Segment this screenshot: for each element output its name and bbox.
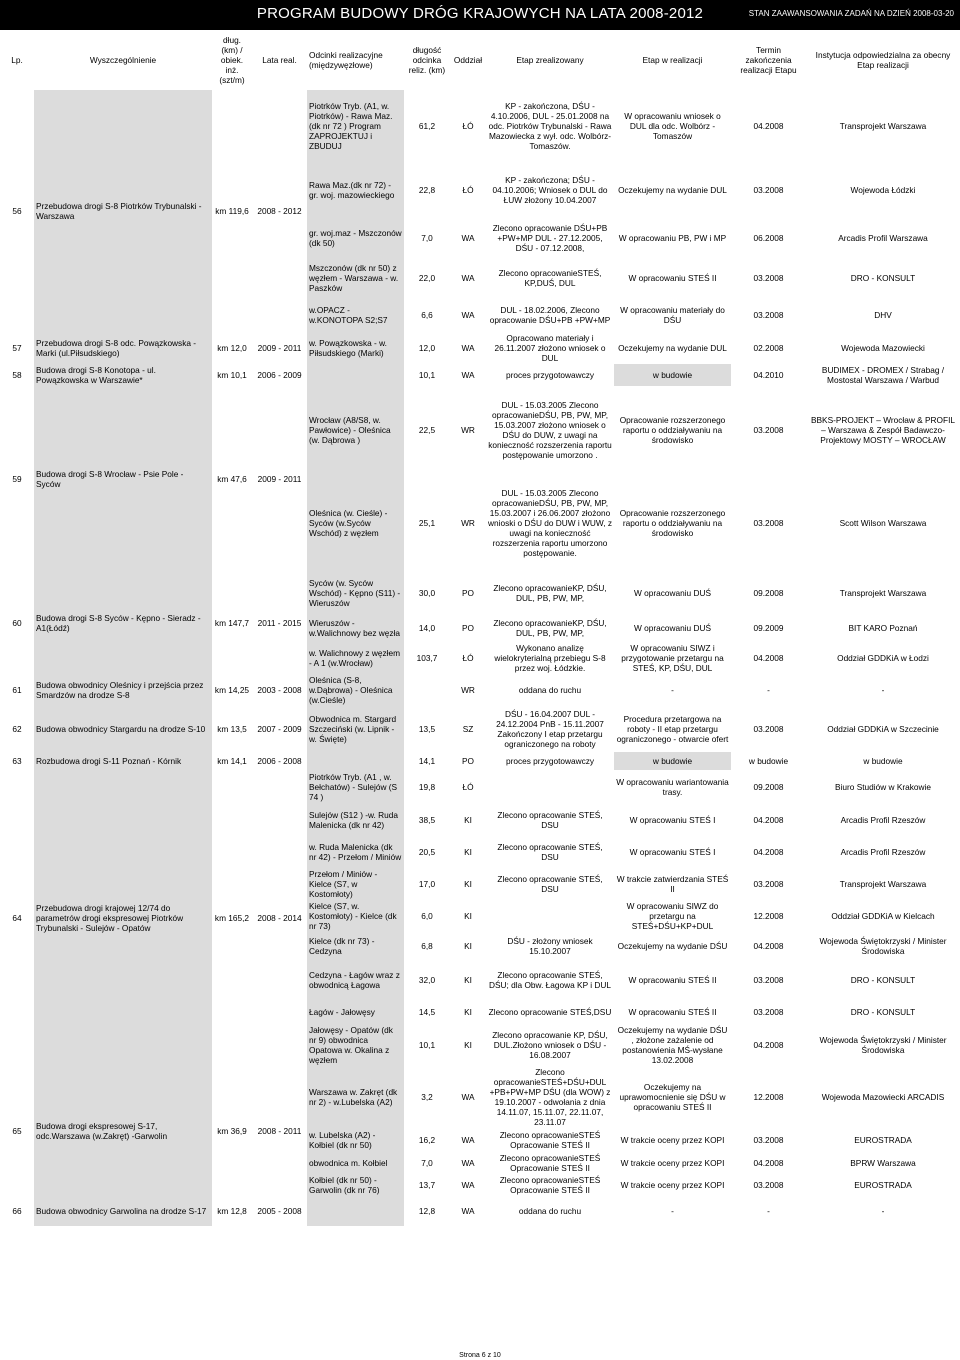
task-name: Budowa obwodnicy Oleśnicy i przejścia przez Smardzów na drodze S-8	[34, 674, 212, 706]
row-number: 66	[12, 1206, 22, 1216]
stage-in-progress: W opracowaniu DUŚ	[633, 588, 711, 598]
col-years: Lata real.	[262, 55, 297, 65]
deadline: 02.2008	[753, 343, 784, 353]
branch: KI	[464, 941, 472, 951]
task-years: 2009 - 2011	[257, 474, 302, 484]
deadline: 04.2008	[753, 1158, 784, 1168]
col-branch: Oddział	[453, 55, 483, 65]
status-date: STAN ZAAWANSOWANIA ZADAŃ NA DZIEŃ 2008-03-20	[748, 9, 954, 18]
stage-done: Zlecono opracowanie STEŚ, DŚU; dla Obw. Łagowa KP i DUL	[488, 970, 612, 990]
task-years: 2008 - 2011	[257, 1126, 302, 1136]
section-length: 38,5	[418, 815, 436, 825]
stage-in-progress: -	[671, 1206, 674, 1216]
deadline: 03.2008	[753, 975, 784, 985]
section-length: 6,0	[421, 911, 433, 921]
table-row	[0, 770, 960, 804]
stage-done: DUL - 15.03.2005 Zlecono opracowanieDŚU, PB, PW, MP, 15.03.2007 i 26.06.2007 złożono wnioski o DŚU do DUW i WUW, z uwagi na konieczność rozszerzenia raportu umorzono postępowanie.	[488, 488, 613, 558]
stage-done: Opracowano materiały i 26.11.2007 złożono wniosek o DUL	[494, 333, 606, 363]
task-name: Budowa drogi S-8 Wrocław - Psie Pole - Syców	[34, 386, 212, 572]
section: w. Powązkowska - w. Piłsudskiego (Marki)	[307, 332, 404, 364]
task-name: Przebudowa drogi krajowej 12/74 do parametrów drogi ekspresowej Piotrków Trybunalski - Sulejów - Opatów	[34, 770, 212, 1066]
institution: DRO - KONSULT	[850, 975, 916, 985]
task-length: km 147,7	[214, 618, 250, 628]
stage-in-progress: Opracowanie rozszerzonego raportu o oddziaływaniu na środowisko	[619, 508, 726, 538]
col-institution: Instytucja odpowiedzialna za obecny Etap realizacji	[815, 50, 951, 70]
stage-done: DUL - 18.02.2006, Zlecono opracowanie DŚU+PB +PW+MP	[489, 305, 611, 325]
section: w.OPACZ - w.KONOTOPA S2;S7	[307, 298, 404, 332]
branch: PO	[462, 588, 474, 598]
stage-done	[486, 900, 614, 932]
stage-in-progress: W opracowaniu wariantowania trasy.	[616, 777, 729, 797]
task-length: km 14,25	[214, 685, 250, 695]
deadline: 03.2008	[753, 518, 784, 528]
stage-in-progress: Procedura przetargowa na roboty - II etap przetargu ograniczonego - otwarcie ofert	[616, 714, 729, 744]
deadline: 12.2008	[753, 911, 784, 921]
branch: WR	[461, 518, 475, 528]
section-length: 10,1	[418, 1040, 436, 1050]
section: obwodnica m. Kołbiel	[307, 1152, 404, 1174]
row-number: 60	[12, 618, 22, 628]
section-length: 22,8	[418, 185, 436, 195]
deadline: 03.2008	[753, 724, 784, 734]
institution: Scott Wilson Warszawa	[839, 518, 927, 528]
page-header	[0, 0, 960, 30]
section-length: 6,8	[421, 941, 433, 951]
deadline: 03.2008	[753, 1007, 784, 1017]
institution: Wojewoda Łódzki	[850, 185, 916, 195]
stage-done: Zlecono opracowanieSTEŚ, KP,DUŚ, DUL	[498, 268, 602, 288]
institution: Arcadis Profil Rzeszów	[840, 847, 926, 857]
stage-in-progress: W trakcie oceny przez KOPI	[620, 1180, 725, 1190]
task-name: Budowa drogi ekspresowej S-17, odc.Warszawa (w.Zakręt) -Garwolin	[34, 1066, 212, 1196]
section: Wrocław (A8/S8, w. Pawłowice) - Oleśnica (w. Dąbrowa )	[307, 386, 404, 474]
deadline: 03.2008	[753, 879, 784, 889]
section: Warszawa w. Zakręt (dk nr 2) - w.Lubelska (A2)	[307, 1066, 404, 1128]
branch: KI	[464, 1007, 472, 1017]
branch: PO	[462, 623, 474, 633]
institution: w budowie	[863, 756, 903, 766]
stage-in-progress: Oczekujemy na uprawomocnienie się DŚU w opracowaniu STEŚ II	[619, 1082, 726, 1112]
task-years: 2005 - 2008	[257, 1206, 302, 1216]
stage-done: Zlecono opracowanie DŚU+PB +PW+MP DUL - 27.12.2005, DŚU - 07.12.2008,	[492, 223, 608, 253]
stage-done: Zlecono opracowanieSTEŚ+DŚU+DUL +PB+PW+MP DŚU (dla WOW) z 19.10.2007 - odwołania z dnia 14.11.07, 15.11.07, 22.11.07, 23.11.07	[489, 1067, 611, 1127]
row-number: 57	[12, 343, 22, 353]
deadline: 06.2008	[753, 233, 784, 243]
branch: KI	[464, 975, 472, 985]
row-number: 65	[12, 1126, 22, 1136]
stage-in-progress: Oczekujemy na wydanie DŚU , złożone zażalenie od postanowienia MŚ-wysłane 13.02.2008	[617, 1025, 728, 1065]
table-row	[0, 90, 960, 162]
section-length: 20,5	[418, 847, 436, 857]
institution: Arcadis Profil Warszawa	[838, 233, 928, 243]
branch: KI	[464, 911, 472, 921]
branch: WR	[461, 425, 475, 435]
col-name: Wyszczególnienie	[89, 55, 157, 65]
section	[307, 752, 404, 770]
section	[307, 1196, 404, 1226]
stage-in-progress: W opracowaniu SIWZ do przetargu na STEŚ+DŚU+KP+DUL	[626, 901, 719, 931]
institution: Oddział GDDKiA w Kielcach	[831, 911, 935, 921]
section: Oleśnica (S-8, w.Dąbrowa) - Oleśnica (w.Cieśle)	[307, 674, 404, 706]
page-footer: Strona 6 z 10	[459, 1352, 501, 1359]
task-length: km 165,2	[214, 913, 250, 923]
row-number: 62	[12, 724, 22, 734]
stage-done: Zlecono opracowanie STEŚ,DSU	[488, 1007, 612, 1017]
section-length: 103,7	[416, 653, 438, 663]
section-length: 25,1	[418, 518, 436, 528]
branch: WA	[461, 273, 475, 283]
task-name: Budowa obwodnicy Garwolina na drodze S-17	[34, 1196, 212, 1226]
deadline: -	[767, 1206, 770, 1216]
institution: BPRW Warszawa	[850, 1158, 916, 1168]
stage-done: Zlecono opracowanie STEŚ, DSU	[497, 842, 603, 862]
section: Obwodnica m. Stargard Szczeciński (w. Lipnik - w. Święte)	[307, 706, 404, 752]
task-years: 2003 - 2008	[257, 685, 302, 695]
deadline: 09.2009	[753, 623, 784, 633]
program-table	[0, 30, 960, 1226]
institution: Transprojekt Warszawa	[839, 121, 927, 131]
section-length: 17,0	[418, 879, 436, 889]
section-length: 22,0	[418, 273, 436, 283]
section-length: 19,8	[418, 782, 436, 792]
stage-done: proces przygotowawczy	[505, 370, 595, 380]
deadline: w budowie	[748, 756, 789, 766]
branch: WA	[461, 370, 475, 380]
section-length: 22,5	[418, 425, 436, 435]
section: Przełom / Miniów - Kielce (S7, w Kostomłoty)	[307, 868, 404, 900]
stage-in-progress: W opracowaniu PB, PW i MP	[618, 233, 727, 243]
row-number: 61	[12, 685, 22, 695]
task-years: 2006 - 2008	[257, 756, 302, 766]
stage-done: Zlecono opracowanieSTEŚ Opracowanie STEŚ II	[499, 1153, 601, 1173]
branch: ŁÓ	[462, 121, 474, 131]
task-length: km 36,9	[217, 1126, 247, 1136]
stage-in-progress: W opracowaniu STEŚ I	[629, 815, 716, 825]
section-length: 6,6	[421, 310, 433, 320]
deadline: 04.2008	[753, 1040, 784, 1050]
table-row	[0, 752, 960, 770]
deadline: 04.2008	[753, 815, 784, 825]
deadline: 09.2008	[753, 782, 784, 792]
task-length: km 12,0	[217, 343, 247, 353]
stage-in-progress: W opracowaniu STEŚ II	[628, 273, 717, 283]
row-number: 56	[12, 206, 22, 216]
stage-in-progress: W opracowaniu materiały do DŚU	[620, 305, 725, 325]
section: Kielce (dk nr 73) - Cedzyna	[307, 932, 404, 960]
task-years: 2011 - 2015	[257, 618, 302, 628]
row-number: 59	[12, 474, 22, 484]
deadline: 04.2008	[753, 121, 784, 131]
task-length: km 47,6	[217, 474, 247, 484]
table-row	[0, 364, 960, 386]
deadline: 04.2008	[753, 847, 784, 857]
col-sec-length: długość odcinka reliz. (km)	[408, 45, 446, 75]
table-row	[0, 1066, 960, 1128]
section: Kielce (S7, w. Kostomłoty) - Kielce (dk nr 73)	[307, 900, 404, 932]
section-length: 12,8	[418, 1206, 436, 1216]
institution: -	[881, 685, 885, 695]
institution: Arcadis Profil Rzeszów	[840, 815, 926, 825]
stage-done: DŚU - złożony wniosek 15.10.2007	[507, 936, 593, 956]
institution: BBKS-PROJEKT – Wrocław & PROFIL – Warszawa & Zespół Badawczo- Projektowy MOSTY – WROCŁAW	[810, 415, 955, 445]
section-length: 10,1	[418, 370, 436, 380]
stage-in-progress: W trakcie oceny przez KOPI	[620, 1135, 725, 1145]
task-years: 2008 - 2012	[257, 206, 302, 216]
institution: EUROSTRADA	[854, 1180, 912, 1190]
section: Piotrków Tryb. (A1 , w. Bełchatów) - Sulejów (S 74 )	[307, 770, 404, 804]
task-length: km 14,1	[217, 756, 247, 766]
institution: Oddział GDDKiA w Łodzi	[837, 653, 929, 663]
stage-done: Zlecono opracowanie STEŚ, DSU	[497, 810, 603, 830]
header-row	[0, 30, 960, 90]
branch: WA	[461, 1092, 475, 1102]
stage-in-progress: -	[671, 685, 674, 695]
section: w. Walichnowy z węzłem - A 1 (w.Wrocław)	[307, 642, 404, 674]
stage-done: DŚU - 16.04.2007 DUL - 24.12.2004 PnB - 15.11.2007 Zakończony I etap przetargu ograniczonego na roboty	[496, 709, 604, 749]
stage-done: KP - zakończona, DŚU - 4.10.2006, DUL - 25.01.2008 na odc. Piotrków Trybunalski - Rawa Mazowiecka z wył. odc. Wolbórz-Tomaszów.	[488, 101, 612, 151]
institution: DHV	[874, 310, 892, 320]
task-years: 2008 - 2014	[257, 913, 302, 923]
institution: Wojewoda Mazowiecki	[841, 343, 925, 353]
task-name: Przebudowa drogi S-8 Piotrków Trybunalski - Warszawa	[34, 90, 212, 332]
branch: KI	[464, 879, 472, 889]
deadline: 03.2008	[753, 310, 784, 320]
task-name: Budowa drogi S-8 Konotopa - ul. Powązkowska w Warszawie*	[34, 364, 212, 386]
section-length: 3,2	[421, 1092, 433, 1102]
task-years: 2007 - 2009	[257, 724, 302, 734]
table-row	[0, 1196, 960, 1226]
deadline: 03.2008	[753, 273, 784, 283]
institution: -	[881, 1206, 885, 1216]
deadline: 03.2008	[753, 1135, 784, 1145]
deadline: 03.2008	[753, 425, 784, 435]
branch: ŁÓ	[462, 653, 474, 663]
section: Oleśnica (w. Cieśle) - Syców (w.Syców Wschód) z węzłem	[307, 474, 404, 572]
institution: Oddział GDDKiA w Szczecinie	[827, 724, 939, 734]
stage-done: Zlecono opracowanieKP, DŚU, DUL, PB, PW, MP,	[493, 618, 607, 638]
branch: WA	[461, 1158, 475, 1168]
stage-done: oddana do ruchu	[518, 685, 582, 695]
section-length: 7,0	[421, 1158, 433, 1168]
row-number: 58	[12, 370, 22, 380]
institution: DRO - KONSULT	[850, 1007, 916, 1017]
institution: DRO - KONSULT	[850, 273, 916, 283]
deadline: 03.2008	[753, 1180, 784, 1190]
stage-in-progress: W trakcie zatwierdzania STEŚ II	[616, 874, 729, 894]
institution: BIT KARO Poznań	[848, 623, 918, 633]
col-length: dług. (km) / obiek. inż. (szt/m)	[219, 35, 245, 85]
row-number: 63	[12, 756, 22, 766]
institution: BUDIMEX - DROMEX / Strabag / Mostostal Warszawa / Warbud	[821, 365, 945, 385]
stage-done: oddana do ruchu	[518, 1206, 582, 1216]
branch: WA	[461, 233, 475, 243]
stage-done: Zlecono opracowanieSTEŚ Opracowanie STEŚ II	[499, 1130, 601, 1150]
col-done: Etap zrealizowany	[516, 55, 584, 65]
stage-done	[486, 770, 614, 804]
section-length: 12,0	[418, 343, 436, 353]
section-length: 61,2	[418, 121, 436, 131]
stage-in-progress: w budowie	[614, 752, 731, 770]
branch: WA	[461, 1206, 475, 1216]
branch: WA	[461, 1135, 475, 1145]
stage-in-progress: W opracowaniu SIWZ i przygotowanie przetargu na STEŚ, KP, DŚU, DUL	[621, 643, 724, 673]
stage-in-progress: Opracowanie rozszerzonego raportu o oddziaływaniu na środowisko	[619, 415, 726, 445]
institution: Wojewoda Świętokrzyski / Minister Środowiska	[819, 1035, 947, 1055]
institution: Biuro Studiów w Krakowie	[835, 782, 931, 792]
stage-done: Zlecono opracowanieSTEŚ Opracowanie STEŚ II	[499, 1175, 601, 1195]
section-length: 14,1	[418, 756, 436, 766]
table-row	[0, 332, 960, 364]
branch: WA	[461, 310, 475, 320]
task-length: km 119,6	[215, 206, 249, 216]
section: Jałowęsy - Opatów (dk nr 9) obwodnica Opatowa w. Okalina z węzłem	[307, 1024, 404, 1066]
table-row	[0, 674, 960, 706]
section-length: 13,5	[418, 724, 436, 734]
stage-done: Zlecono opracowanie STEŚ, DSU	[497, 874, 603, 894]
branch: SZ	[462, 724, 474, 734]
section: w. Ruda Malenicka (dk nr 42) - Przełom / Miniów	[307, 836, 404, 868]
section: gr. woj.maz - Mszczonów (dk 50)	[307, 218, 404, 258]
stage-in-progress: W opracowaniu STEŚ II	[628, 1007, 717, 1017]
col-sections: Odcinki realizacyjne (międzywęzłowe)	[309, 50, 383, 70]
stage-in-progress: W trakcie oceny przez KOPI	[620, 1158, 725, 1168]
branch: ŁÓ	[462, 185, 474, 195]
deadline: 04.2010	[753, 370, 784, 380]
stage-done: Zlecono opracowanieKP, DŚU, DUL, PB, PW, MP,	[493, 583, 607, 603]
stage-in-progress: W opracowaniu wniosek o DUL dla odc. Wolbórz - Tomaszów	[624, 111, 721, 141]
section: Łagów - Jałowęsy	[307, 1000, 404, 1024]
section-length: 13,7	[418, 1180, 436, 1190]
stage-done: proces przygotowawczy	[505, 756, 595, 766]
deadline: 12.2008	[753, 1092, 784, 1102]
table-row	[0, 386, 960, 474]
stage-in-progress: Oczekujemy na wydanie DŚU	[617, 941, 728, 951]
institution: Transprojekt Warszawa	[839, 879, 927, 889]
section-length: 14,0	[418, 623, 436, 633]
branch: PO	[462, 756, 474, 766]
section: Piotrków Tryb. (A1, w. Piotrków) - Rawa Maz. (dk nr 72 ) Program ZAPROJEKTUJ i ZBUDUJ	[307, 90, 404, 162]
section: Rawa Maz.(dk nr 72) - gr. woj. mazowieckiego	[307, 162, 404, 218]
section: Cedzyna - Łagów wraz z obwodnicą Łagowa	[307, 960, 404, 1000]
task-length: km 12,8	[217, 1206, 247, 1216]
section: Sulejów (S12 ) -w. Ruda Malenicka (dk nr 42)	[307, 804, 404, 836]
table-row	[0, 706, 960, 752]
col-inprogress: Etap w realizacji	[642, 55, 703, 65]
section-length	[404, 674, 450, 706]
branch: WA	[461, 1180, 475, 1190]
section: Syców (w. Syców Wschód) - Kępno (S11) -Wieruszów	[307, 572, 404, 614]
deadline: -	[767, 685, 770, 695]
section: w. Lubelska (A2) - Kołbiel (dk nr 50)	[307, 1128, 404, 1152]
section-length: 7,0	[421, 233, 433, 243]
branch: KI	[464, 1040, 472, 1050]
task-name: Budowa drogi S-8 Syców - Kępno - Sieradz - A1(Łódź)	[34, 572, 212, 674]
section-length: 32,0	[418, 975, 436, 985]
deadline: 04.2008	[753, 941, 784, 951]
stage-in-progress: W opracowaniu DUŚ	[633, 623, 711, 633]
section-length: 30,0	[418, 588, 436, 598]
institution: EUROSTRADA	[854, 1135, 912, 1145]
deadline: 04.2008	[753, 653, 784, 663]
branch: KI	[464, 815, 472, 825]
table-row	[0, 572, 960, 614]
deadline: 03.2008	[753, 185, 784, 195]
section-length: 14,5	[418, 1007, 436, 1017]
branch: WR	[461, 685, 475, 695]
institution: Wojewoda Mazowiecki ARCADIS	[821, 1092, 945, 1102]
row-number: 64	[12, 913, 22, 923]
stage-in-progress: W opracowaniu STEŚ II	[628, 975, 717, 985]
task-years: 2006 - 2009	[257, 370, 302, 380]
branch: KI	[464, 847, 472, 857]
section	[307, 364, 404, 386]
task-length: km 13,5	[217, 724, 247, 734]
task-length: km 10,1	[217, 370, 247, 380]
section: Wieruszów - w.Walichnowy bez węzła	[307, 614, 404, 642]
branch: ŁÓ	[462, 782, 474, 792]
stage-in-progress: W opracowaniu STEŚ I	[629, 847, 716, 857]
section: Mszczonów (dk nr 50) z węzłem - Warszawa - w. Paszków	[307, 258, 404, 298]
branch: WA	[461, 343, 475, 353]
task-years: 2009 - 2011	[257, 343, 302, 353]
stage-in-progress: Oczekujemy na wydanie DUL	[618, 343, 727, 353]
stage-done: KP - zakończona; DŚU - 04.10.2006; Wniosek o DUL do ŁUW złożony 10.04.2007	[492, 175, 608, 205]
task-name: Przebudowa drogi S-8 odc. Powązkowska - Marki (ul.Piłsudskiego)	[34, 332, 212, 364]
deadline: 09.2008	[753, 588, 784, 598]
page-title: PROGRAM BUDOWY DRÓG KRAJOWYCH NA LATA 2008-2012	[256, 5, 704, 22]
section: Kołbiel (dk nr 50) - Garwolin (dk nr 76)	[307, 1174, 404, 1196]
institution: Wojewoda Świętokrzyski / Minister Środowiska	[819, 936, 947, 956]
institution: Transprojekt Warszawa	[839, 588, 927, 598]
section-length: 16,2	[418, 1135, 436, 1145]
stage-done: Zlecono opracowanie KP, DŚU, DUL.Złożono wniosek o DŚU - 16.08.2007	[492, 1030, 608, 1060]
stage-done: Wykonano analizę wielokryterialną przebiegu S-8 przez woj. Łódzkie.	[494, 643, 606, 673]
stage-done: DUL - 15.03.2005 Zlecono opracowanieDŚU, PB, PW, MP, 15.03.2007 złożono wniosek o DŚU do DUW, z uwagi na konieczność rozszerzenia raportu postępowanie umorzono .	[488, 400, 612, 460]
col-deadline: Termin zakończenia realizacji Etapu	[740, 45, 797, 75]
stage-in-progress: Oczekujemy na wydanie DUL	[618, 185, 727, 195]
task-name: Budowa obwodnicy Stargardu na drodze S-10	[34, 706, 212, 752]
task-name: Rozbudowa drogi S-11 Poznań - Kórnik	[34, 752, 212, 770]
stage-in-progress: w budowie	[614, 364, 731, 386]
col-lp: Lp.	[11, 55, 23, 65]
